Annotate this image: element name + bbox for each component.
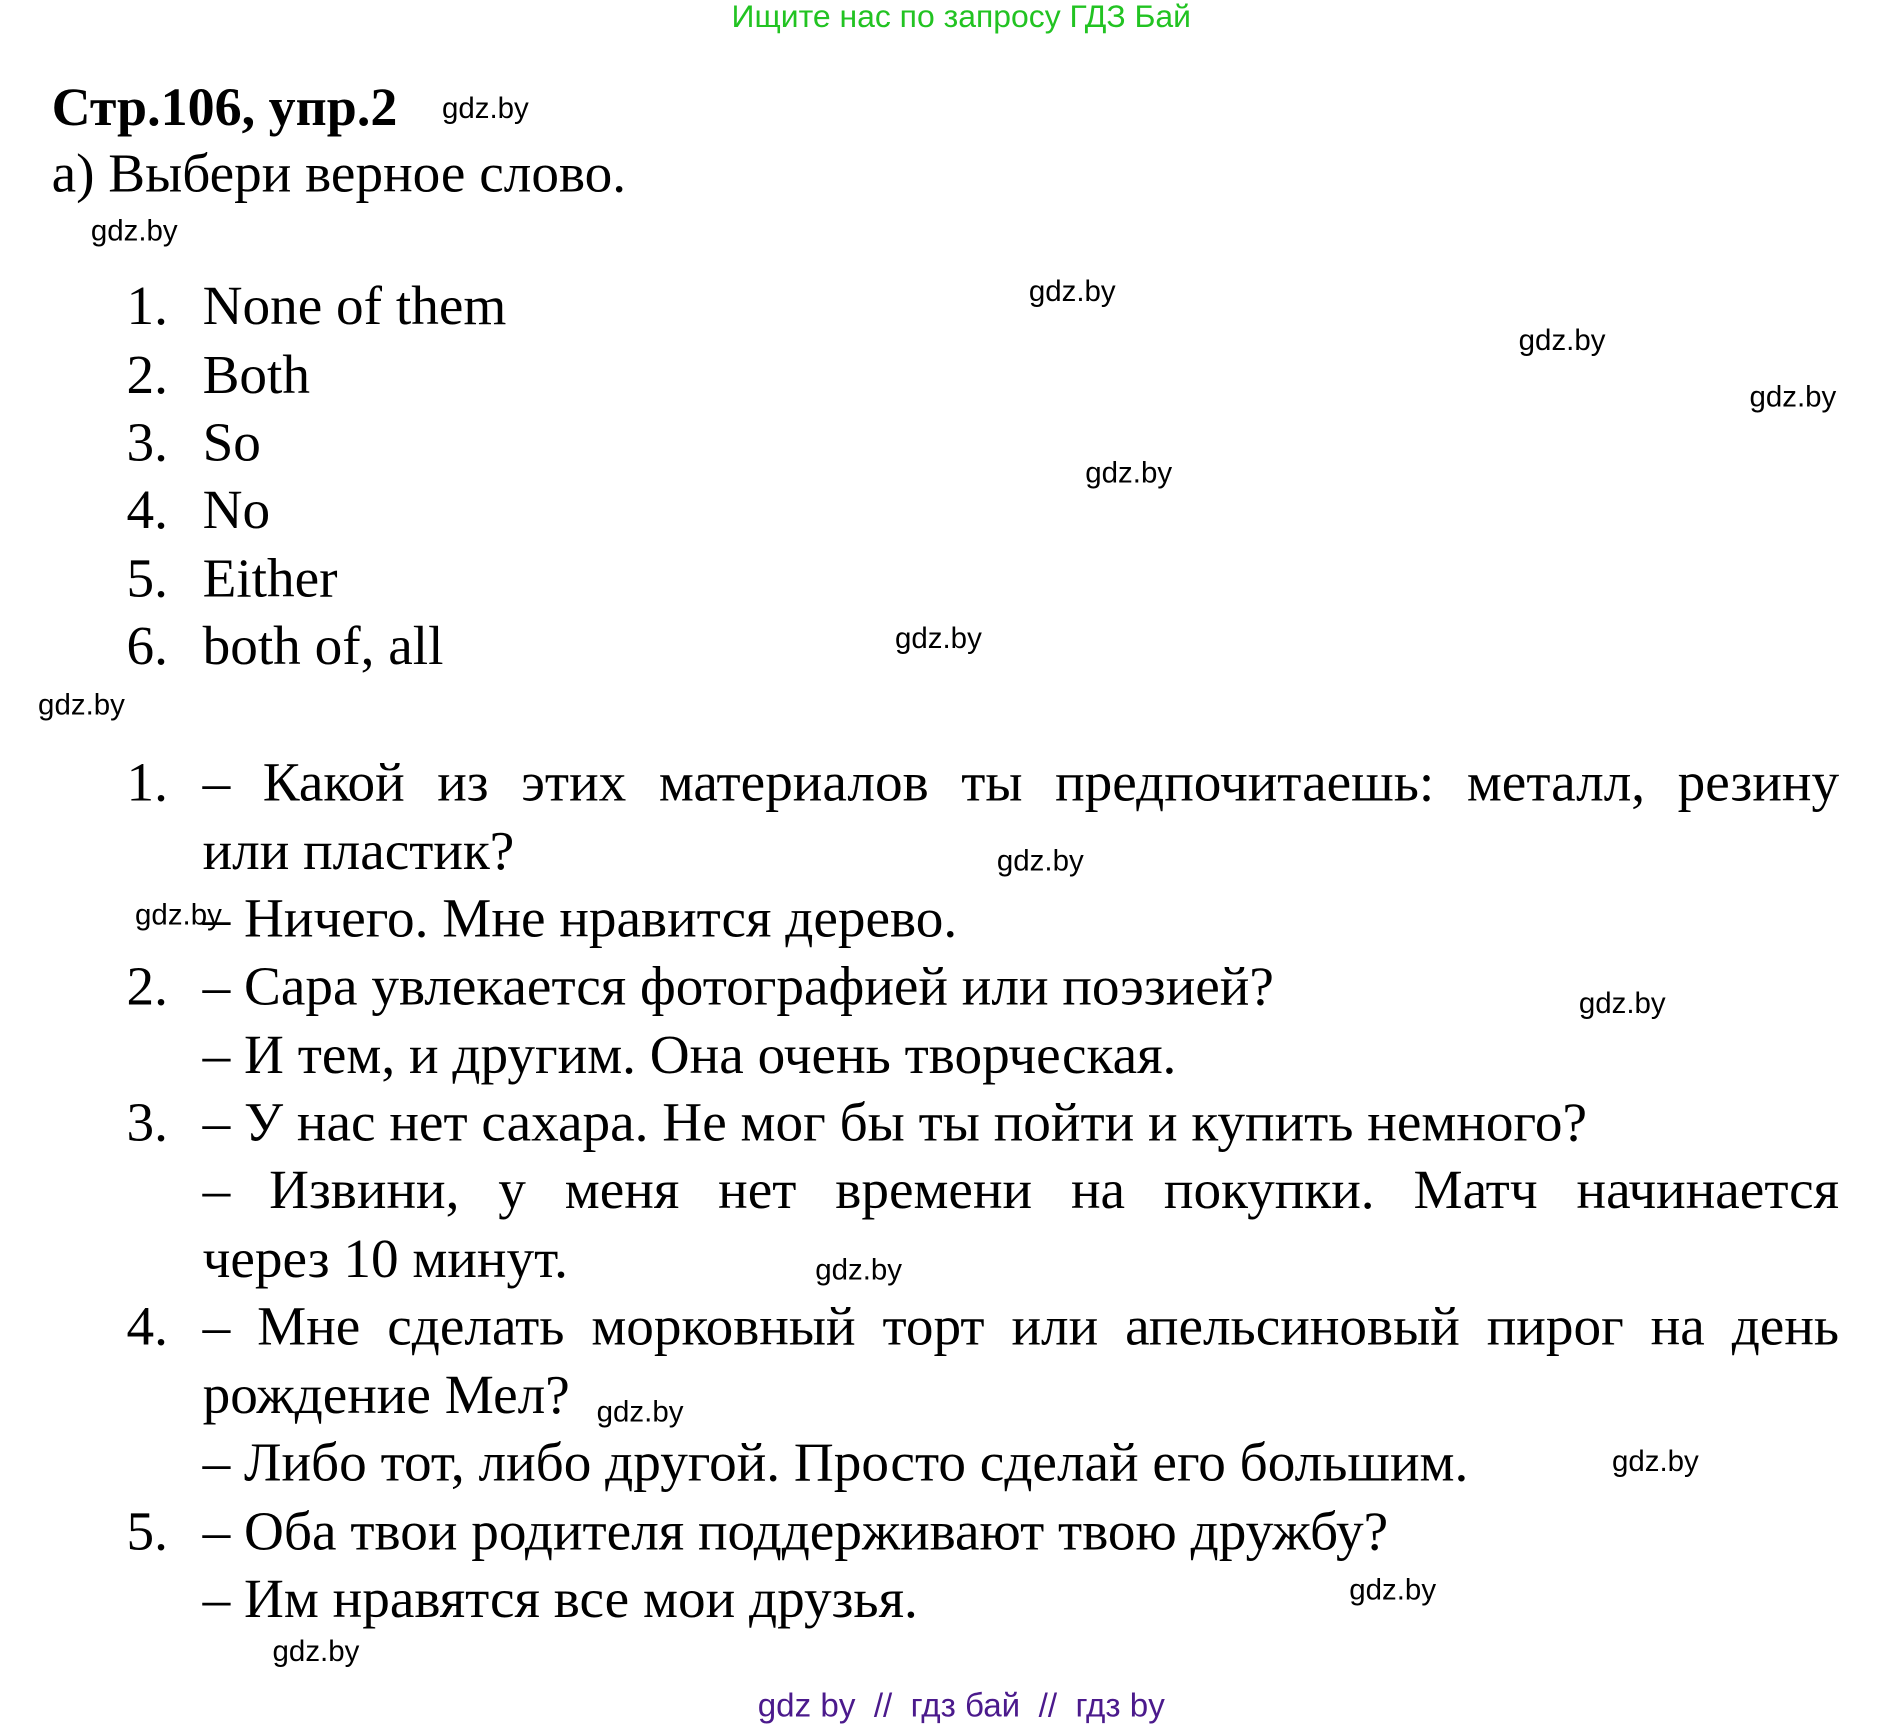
translation-number: 2. (126, 955, 168, 1017)
translation-number: 4. (126, 1295, 168, 1357)
watermark: gdz.by (1578, 987, 1666, 1021)
answer-text: No (202, 478, 271, 541)
answer-text: None of them (202, 275, 507, 337)
answer-text: So (202, 411, 261, 473)
watermark: gdz.by (1611, 1445, 1699, 1479)
page-title: Стр.106, упр.2 (51, 77, 398, 138)
answer-text: Both (202, 343, 311, 406)
watermark: gdz.by (596, 1395, 684, 1430)
translation-line: – Мне сделать морковный торт или апельсиновый пирог на день (202, 1295, 1840, 1357)
translation-line: – И тем, и другим. Она очень творческая. (202, 1023, 1177, 1086)
watermark: gdz.by (894, 622, 982, 656)
answer-number: 6. (126, 615, 168, 677)
translation-line: – Им нравятся все мои друзья. (202, 1567, 918, 1630)
translation-line: через 10 минут. (202, 1227, 568, 1290)
search-hint-banner: Ищите нас по запросу ГДЗ Бай (731, 0, 1192, 35)
translation-line: рождение Мел? (202, 1363, 570, 1426)
translation-line: – Оба твои родителя поддерживают твою дружбу? (202, 1500, 1389, 1562)
answer-number: 3. (126, 411, 168, 473)
translation-line: – Какой из этих материалов ты предпочитаешь: металл, резину (202, 751, 1840, 813)
translation-line: или пластик? (202, 820, 515, 882)
watermark: gdz.by (1085, 456, 1173, 490)
watermark: gdz.by (815, 1253, 903, 1287)
translation-line: – Либо тот, либо другой. Просто сделай его большим. (202, 1431, 1469, 1493)
answer-number: 2. (126, 343, 168, 406)
watermark: gdz.by (135, 898, 222, 932)
watermark: gdz.by (1349, 1573, 1437, 1608)
translation-line: – Сара увлекается фотографией или поэзией? (202, 955, 1274, 1017)
translation-number: 1. (126, 751, 168, 813)
answer-number: 1. (126, 275, 168, 337)
task-a-heading: а) Выбери верное слово. (51, 142, 627, 204)
watermark: gdz.by (996, 844, 1084, 878)
answer-number: 5. (126, 547, 168, 609)
watermark: gdz.by (38, 688, 125, 722)
answer-text: Either (202, 547, 338, 609)
watermark: gdz.by (1749, 380, 1837, 414)
watermark: gdz.by (1028, 275, 1116, 309)
watermark: gdz.by (1518, 324, 1606, 358)
translation-line: – У нас нет сахара. Не мог бы ты пойти и купить немного? (202, 1091, 1587, 1153)
watermark: gdz.by (441, 92, 529, 126)
watermark: gdz.by (90, 214, 178, 248)
watermark: gdz.by (272, 1635, 360, 1669)
translation-number: 3. (126, 1091, 168, 1153)
translation-line: – Извини, у меня нет времени на покупки. Матч начинается (202, 1158, 1840, 1221)
answer-number: 4. (126, 478, 168, 541)
answer-text: both of, all (202, 615, 444, 677)
translation-line: – Ничего. Мне нравится дерево. (202, 887, 958, 950)
translation-number: 5. (126, 1500, 168, 1562)
footer-links: gdz by // гдз бай // гдз by (757, 1686, 1165, 1724)
